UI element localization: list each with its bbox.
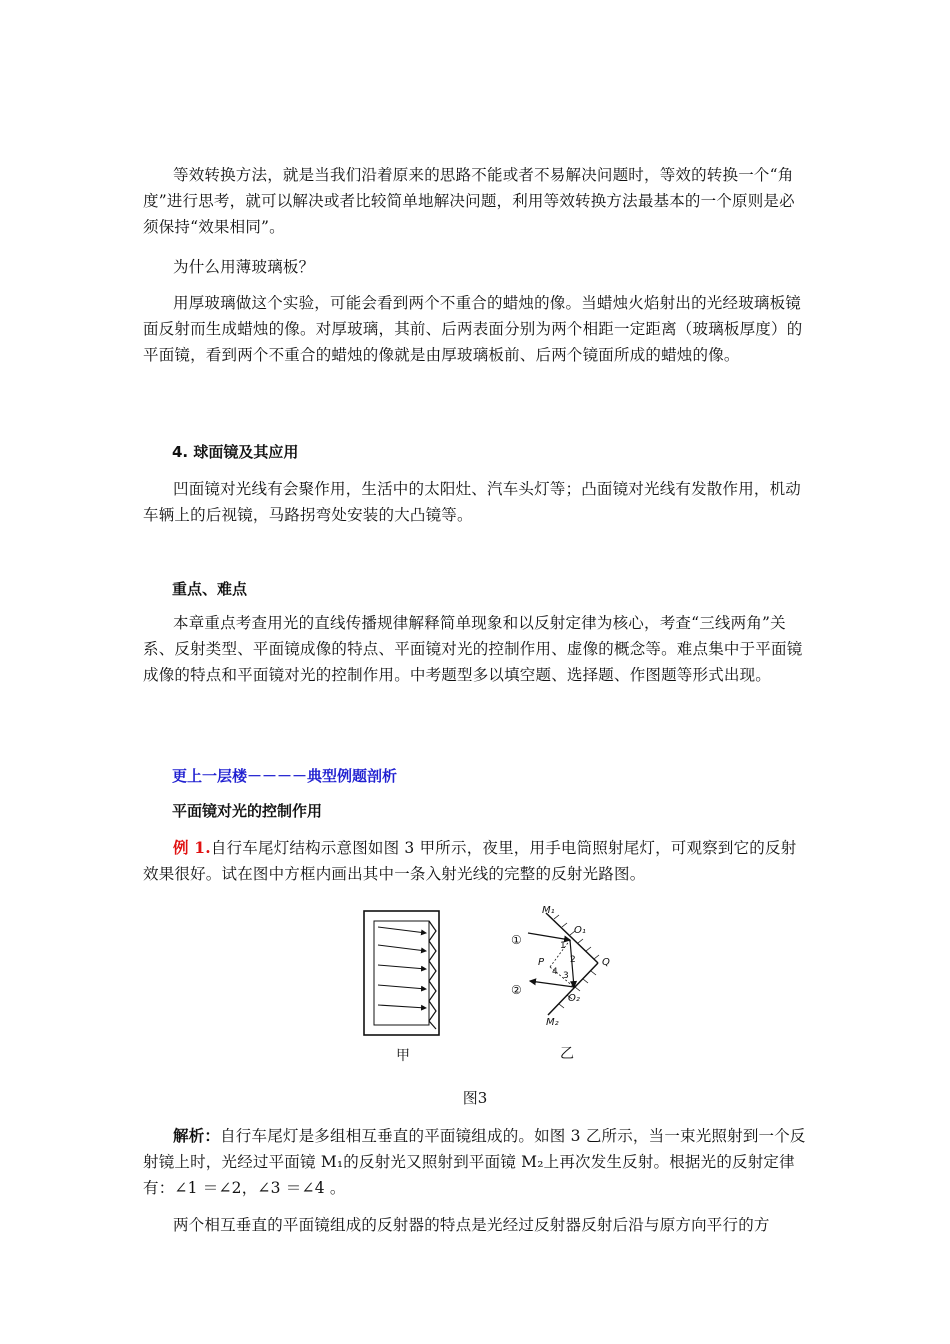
heading-advanced-section: 更上一层楼－－－－典型例题剖析 xyxy=(172,767,398,785)
label-ray-2: ② xyxy=(511,983,522,997)
figure-label-right: 乙 xyxy=(560,1046,574,1062)
label-o2: O₂ xyxy=(568,993,580,1004)
heading-key-points: 重点、难点 xyxy=(172,580,248,598)
heading-mirror-control: 平面镜对光的控制作用 xyxy=(172,802,323,820)
label-angle-1: 1 xyxy=(560,941,566,951)
label-q: Q xyxy=(602,957,610,968)
paragraph-reflector-property: 两个相互垂直的平面镜组成的反射器的特点是光经过反射器反射后沿与原方向平行的方 xyxy=(173,1216,770,1234)
paragraph-analysis xyxy=(143,1123,808,1201)
figure-caption: 图3 xyxy=(462,1089,488,1107)
label-m1: M₁ xyxy=(542,905,555,916)
analysis-label: 解析： xyxy=(173,1126,221,1145)
label-o1: O₁ xyxy=(574,925,586,936)
figure-label-left: 甲 xyxy=(396,1048,410,1064)
paragraph-thick-glass: 用厚玻璃做这个实验，可能会看到两个不重合的蜡烛的像。当蜡烛火焰射出的光经玻璃板镜面反射而生成蜡烛的像。对厚玻璃，其前、后两表面分别为两个相距一定距离（玻璃板厚度）的平面镜，看到两个不重合的蜡烛的像就是由厚玻璃板前、后两个镜面所成的蜡烛的像。 xyxy=(143,294,803,364)
heading-spherical-mirror: 4. 球面镜及其应用 xyxy=(172,443,299,461)
tail-light-diagram xyxy=(364,911,439,1035)
label-angle-4: 4 xyxy=(552,967,558,977)
label-m2: M₂ xyxy=(546,1017,559,1028)
analysis-text: 自行车尾灯是多组相互垂直的平面镜组成的。如图 3 乙所示，当一束光照射到一个反射镜上时，光经过平面镜 M₁的反射光又照射到平面镜 M₂上再次发生反射。根据光的反射定律有：∠1 ＝∠2，∠3 ＝∠4 。 xyxy=(143,1127,806,1197)
label-angle-3: 3 xyxy=(563,971,569,981)
paragraph-key-points: 本章重点考查用光的直线传播规律解释简单现象和以反射定律为核心，考查“三线两角”关系、反射类型、平面镜成像的特点、平面镜对光的控制作用、虚像的概念等。难点集中于平面镜成像的特点和平面镜对光的控制作用。中考题型多以填空题、选择题、作图题等形式出现。 xyxy=(143,614,803,684)
paragraph-equivalent-method: 等效转换方法，就是当我们沿着原来的思路不能或者不易解决问题时，等效的转换一个“角度”进行思考，就可以解决或者比较简单地解决问题，利用等效转换方法最基本的一个原则是必须保持“效果相同”。 xyxy=(143,166,795,236)
label-ray-1: ① xyxy=(511,933,522,947)
example-text: 自行车尾灯结构示意图如图 3 甲所示，夜里，用手电筒照射尾灯，可观察到它的反射效果很好。试在图中方框内画出其中一条入射光线的完整的反射光路图。 xyxy=(143,839,797,883)
example-label: 例 1. xyxy=(173,838,211,857)
paragraph-spherical-mirror: 凹面镜对光线有会聚作用，生活中的太阳灶、汽车头灯等；凸面镜对光线有发散作用，机动车辆上的后视镜，马路拐弯处安装的大凸镜等。 xyxy=(143,480,802,524)
label-p: P xyxy=(538,957,545,968)
paragraph-question-thin-glass: 为什么用薄玻璃板？ xyxy=(173,258,315,276)
paragraph-example-1 xyxy=(143,835,808,887)
label-angle-2: 2 xyxy=(570,955,576,965)
figure-3 xyxy=(360,905,620,1065)
